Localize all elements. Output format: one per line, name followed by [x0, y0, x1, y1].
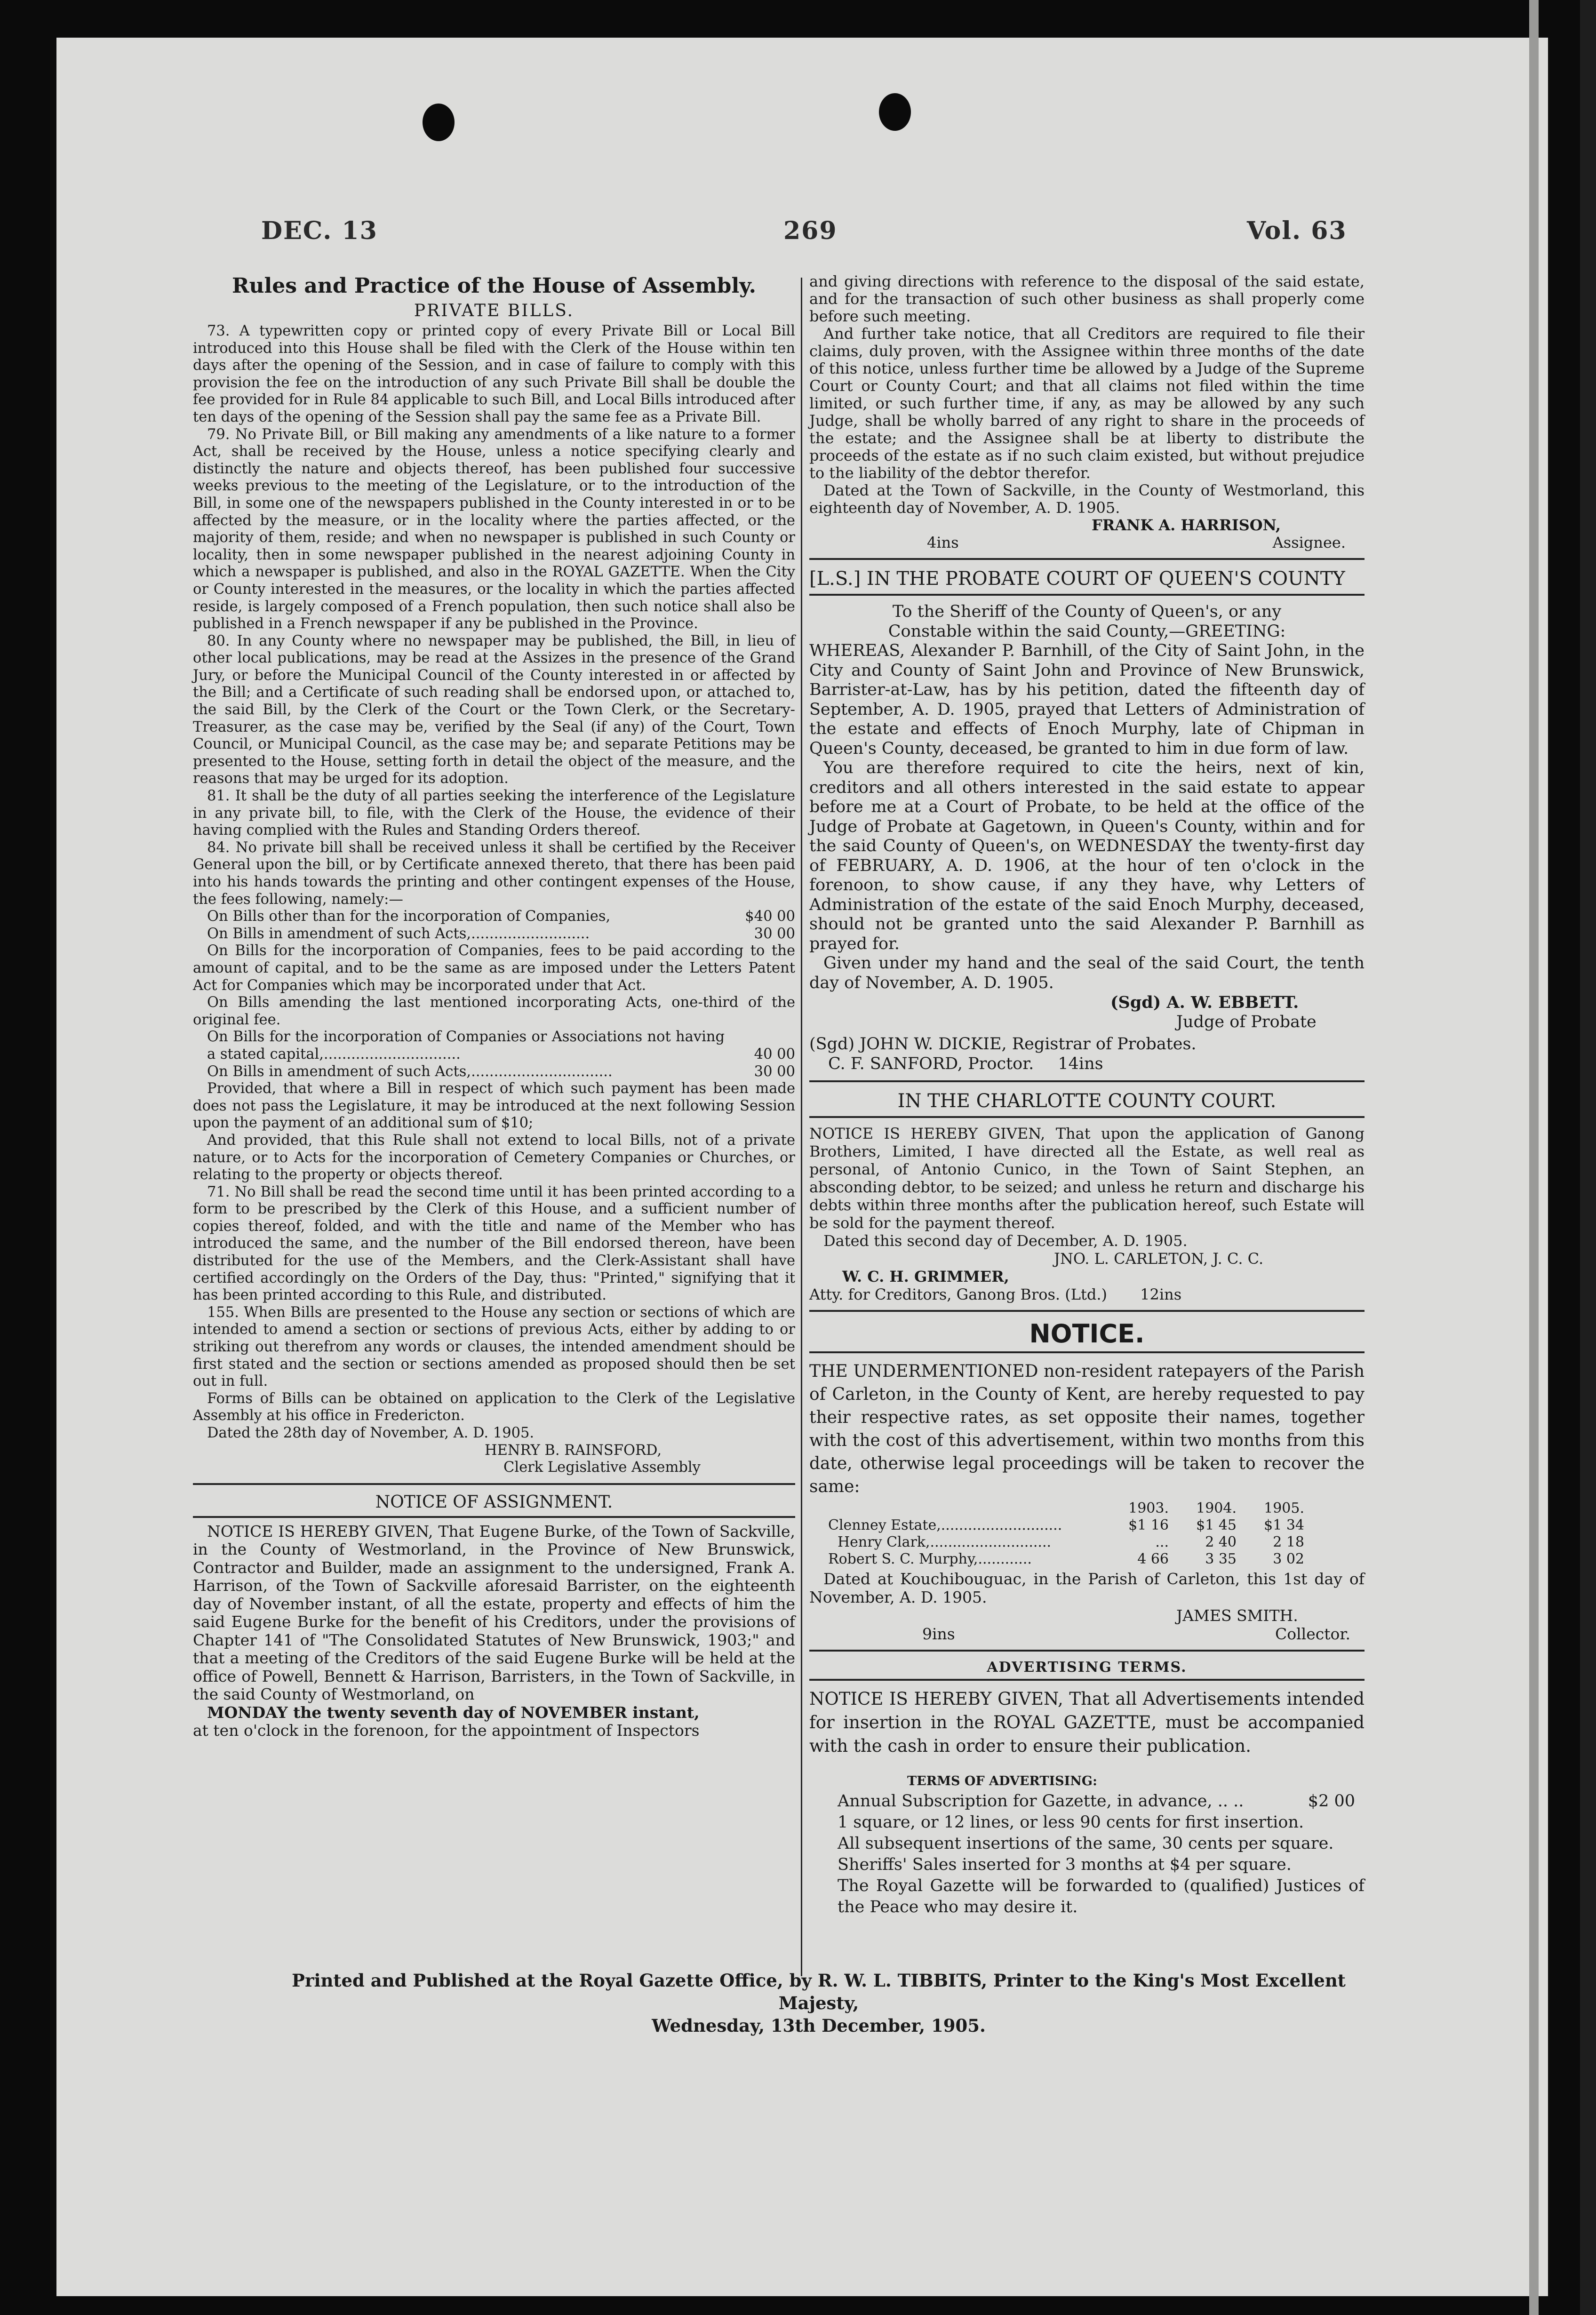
notice-signature: JAMES SMITH. [1176, 1606, 1298, 1625]
rule-81: 81. It shall be the duty of all parties seeking the interference of the Legislature in any private bill, to file, with the Clerk of the House, the evidence of their having complied with the Rules and Standing Orders thereof. [193, 788, 795, 839]
charlotte-attorney-row [809, 1285, 1365, 1303]
probate-proctor-row [809, 1054, 1365, 1074]
term-amount: $2 00 [1308, 1792, 1355, 1811]
footer-date: Wednesday, 13th December, 1905. [652, 2015, 986, 2036]
assignment-time: at ten o'clock in the forenoon, for the appointment of Inspectors [193, 1721, 700, 1740]
probate-registrar: (Sgd) JOHN W. DICKIE, Registrar of Probates. [809, 1035, 1197, 1054]
header-page-number: 269 [783, 216, 838, 245]
insertions-count: 12ins [1140, 1285, 1182, 1303]
assignment-footer [809, 534, 1365, 551]
term-item: All subsequent insertions of the same, 30 cents per square. [838, 1834, 1334, 1853]
divider [809, 1080, 1365, 1082]
divider [809, 1650, 1365, 1652]
rules-signature-title: Clerk Legislative Assembly [503, 1459, 701, 1476]
probate-addressee: To the Sheriff of the County of Queen's, or any Constable within the said County,—GREETING: [888, 602, 1286, 641]
fee-amending: On Bills amending the last mentioned incorporating Acts, one-third of the original fee. [193, 994, 795, 1028]
probate-proctor: C. F. SANFORD, Proctor. [828, 1054, 1034, 1073]
rule-84: 84. No private bill shall be received unless it shall be certified by the Receiver General upon the bill, or by Certificate annexed thereto, that there has been paid into his hands towards the printing and other contingent expenses of the House, the fees following, namely:— [193, 839, 795, 908]
fee-label: On Bills for the incorporation of Companies or Associations not having a stated capital,.............................. [207, 1029, 725, 1062]
punch-hole-left [423, 104, 455, 141]
assignment-dated: Dated at the Town of Sackville, in the County of Westmorland, this eighteenth day of November, A. D. 1905. [809, 481, 1365, 517]
column-divider [801, 278, 802, 1976]
assignment-text: NOTICE IS HEREBY GIVEN, That Eugene Burke, of the Town of Sackville, in the County of Westmorland, in the Province of New Brunswick, Contractor and Builder, made an assignment to the undersigned, Frank A. Harrison, of the Town of Sackville aforesaid Barrister, on the eighteenth day of November instant, of all the estate, property and effects of him the said Eugene Burke for the benefit of his Creditors, under the provisions of Chapter 141 of "The Consolidated Statutes of New Brunswick, 1903;" and that a meeting of the Creditors of the said Eugene Burke will be held at the office of Powell, Bennett & Harrison, Barristers, in the Town of Sackville, in the said County of Westmorland, on [193, 1522, 795, 1704]
rate-value: 2 40 [1205, 1534, 1237, 1550]
fee-amount: 30 00 [754, 1063, 795, 1080]
assignment-claims: And further take notice, that all Creditors are required to file their claims, duly proven, with the Assignee within three months of the date of this notice, unless further time be allowed by a Judge of the Supreme Court or County Court; and that all claims not filed within the time limited, or such further time, if any, as may be allowed by any such Judge, shall be wholly barred of any right to share in the proceeds of the estate; and the Assignee shall be at liberty to distribute the proceeds of the estate as if no such claim existed, but without prejudice to the liability of the debtor therefor. [809, 325, 1365, 482]
fee-amount: 30 00 [754, 925, 795, 942]
divider [809, 1679, 1365, 1681]
advertising-title: ADVERTISING TERMS. [987, 1659, 1187, 1676]
probate-title: [L.S.] IN THE PROBATE COURT OF QUEEN'S COUNTY [809, 568, 1345, 590]
assignee-label: Assignee. [1272, 534, 1346, 551]
charlotte-attorney-for: Atty. for Creditors, Ganong Bros. (Ltd.) [809, 1285, 1107, 1303]
probate-citation: You are therefore required to cite the heirs, next of kin, creditors and all others interested in the said estate to appear before me at a Court of Probate, to be held at the office of the Judge of Probate at Gagetown, in Queen's County, within and for the said County of Queen's, on WEDNESDAY the twenty-first day of FEBRUARY, A. D. 1906, at the hour of ten o'clock in the forenoon, to show cause, if any they have, why Letters of Administration of the estate of the said Enoch Murphy, deceased, should not be granted unto the said Alexander P. Barnhill as prayed for. [809, 758, 1365, 953]
rate-value: $1 45 [1196, 1517, 1237, 1533]
assignment-meeting: MONDAY the twenty seventh day of NOVEMBER instant, [207, 1703, 700, 1722]
divider [809, 1310, 1365, 1312]
notice-title: NOTICE. [1029, 1319, 1145, 1349]
term-row [809, 1791, 1365, 1812]
term-item: Sheriffs' Sales inserted for 3 months at $4 per square. [838, 1855, 1292, 1874]
private-bills-heading: PRIVATE BILLS. [414, 301, 575, 320]
fee-amount: 40 00 [754, 1046, 795, 1062]
rate-value: ... [1155, 1534, 1169, 1550]
rate-value: $1 16 [1128, 1517, 1169, 1533]
probate-whereas: WHEREAS, Alexander P. Barnhill, of the City of Saint John, in the City and County of Saint John and Province of New Brunswick, Barrister-at-Law, has by his petition, dated the fifteenth day of September, A. D. 1905, prayed that Letters of Administration of the estate and effects of Enoch Murphy, late of Chipman in Queen's County, deceased, be granted to him in due form of law. [809, 641, 1365, 758]
year-header: 1904. [1196, 1500, 1237, 1517]
rule-155: 155. When Bills are presented to the House any section or sections of which are intended to amend a section or sections of previous Acts, either by adding to or striking out therefrom any words or clauses, the intended amendment should be first stated and the section or sections amended as proposed should then be set out in full. [193, 1304, 795, 1390]
rates-table [819, 1500, 1311, 1568]
charlotte-signature: JNO. L. CARLETON, J. C. C. [1054, 1250, 1264, 1268]
rule-71: 71. No Bill shall be read the second time until it has been printed according to a form to be prescribed by the Clerk of this House, and a sufficient number of copies thereof, folded, and with the title and name of the Member who has introduced the same, and the number of the Bill endorsed thereon, have been distributed for the use of the Members, and the Clerk-Assistant shall have certified accordingly on the Orders of the Day, thus: "Printed," signifying that it has been printed according to this Rule, and distributed. [193, 1183, 795, 1304]
rates-header-row [819, 1500, 1311, 1517]
rule-80: 80. In any County where no newspaper may be published, the Bill, in lieu of other local publications, may be read at the Assizes in the presence of the Grand Jury, or before the Municipal Council of the County interested in or affected by the Bill; and a Certificate of such reading shall be endorsed upon, or attached to, the said Bill, by the Clerk of the Court or the Town Clerk, or the Secretary-Treasurer, as the case may be, verified by the Seal (if any) of the Court, Town Council, or Municipal Council, as the case may be; and separate Petitions may be presented to the House, setting forth in detail the object of the measure, and the reasons that may be urged for its adoption. [193, 632, 795, 787]
divider [809, 1116, 1365, 1118]
rate-value: $1 34 [1264, 1517, 1304, 1533]
fee-label: On Bills in amendment of such Acts,............................... [207, 1063, 613, 1080]
rule-79: 79. No Private Bill, or Bill making any amendments of a like nature to a former Act, shall be received by the House, unless a notice specifying clearly and distinctly the nature and objects thereof, has been published four successive weeks previous to the meeting of the Legislature, or to the introduction of the Bill, in some one of the newspapers published in the County interested in or to be affected by the measure, or in the locality where the parties affected, or the majority of them, reside; and when no newspaper is published in such County or locality, then in some newspaper published in the nearest adjoining County in which a newspaper is published, and also in the ROYAL GAZETTE. When the City or County interested in the measures, or the locality in which the parties affected reside, is largely composed of a French population, then such notice shall also be published in a French newspaper if any be published in the Province. [193, 426, 795, 632]
collector-label: Collector. [1275, 1625, 1350, 1643]
rule-73: 73. A typewritten copy or printed copy of every Private Bill or Local Bill introduced into this House shall be filed with the Clerk of the House within ten days after the opening of the Session, and in case of failure to comply with this provision the fee on the introduction of any such Private Bill shall be double the fee provided for in Rule 84 applicable to such Bill, and Local Bills introduced after ten days of the opening of the Session shall pay the same fee as a Private Bill. [193, 323, 795, 425]
rates-row [819, 1551, 1311, 1568]
charlotte-dated: Dated this second day of December, A. D. 1905. [823, 1232, 1188, 1250]
year-header: 1903. [1128, 1500, 1169, 1517]
assignment-signature: FRANK A. HARRISON, [1092, 516, 1281, 534]
ratepayer-name: Robert S. C. Murphy,............ [828, 1551, 1032, 1567]
proviso-2: And provided, that this Rule shall not extend to local Bills, not of a private nature, or to Acts for the incorporation of Cemetery Companies or Churches, or relating to the property or objects thereof. [193, 1132, 795, 1183]
proviso-1: Provided, that where a Bill in respect of which such payment has been made does not pass the Legislature, it may be introduced at the next following Session upon the payment of an additional sum of $10; [193, 1080, 795, 1132]
right-column [809, 273, 1365, 1918]
assignment-continued: and giving directions with reference to the disposal of the said estate, and for the transaction of such other business as shall properly come before such meeting. [809, 272, 1365, 325]
charlotte-title: IN THE CHARLOTTE COUNTY COURT. [897, 1090, 1277, 1112]
notice-dated: Dated at Kouchibouguac, in the Parish of Carleton, this 1st day of November, A. D. 1905. [809, 1570, 1365, 1606]
charlotte-text: NOTICE IS HEREBY GIVEN, That upon the application of Ganong Brothers, Limited, I have directed all the Estate, as well real as personal, of Antonio Cunico, in the Town of Saint Stephen, an absconding debtor, to be seized; and unless he return and discharge his debts within three months after the publication hereof, such Estate will be sold for the payment thereof. [809, 1125, 1365, 1232]
rules-dated: Dated the 28th day of November, A. D. 1905. [207, 1425, 535, 1441]
charlotte-attorney: W. C. H. GRIMMER, [842, 1268, 1009, 1285]
probate-judge: Judge of Probate [1176, 1012, 1317, 1031]
probate-signature: (Sgd) A. W. EBBETT. [1110, 993, 1299, 1012]
header-date: DEC. 13 [261, 216, 378, 245]
insertions-count: 4ins [927, 534, 959, 551]
divider [809, 558, 1365, 560]
fee-row [193, 1063, 795, 1081]
fee-row [193, 908, 795, 926]
fee-amount: $40 00 [745, 908, 795, 925]
rules-signature: HENRY B. RAINSFORD, [485, 1442, 662, 1459]
rules-title: Rules and Practice of the House of Assembly. [231, 274, 756, 298]
fee-row [193, 926, 795, 943]
header-volume: Vol. 63 [1247, 216, 1347, 245]
fee-companies: On Bills for the incorporation of Companies, fees to be paid according to the amount of capital, and to be the same as are imposed under the Letters Patent Act for Companies which may be incorporated under that Act. [193, 942, 795, 994]
term-item: The Royal Gazette will be forwarded to (qualified) Justices of the Peace who may desire it. [838, 1876, 1365, 1916]
divider [193, 1516, 795, 1518]
probate-given: Given under my hand and the seal of the said Court, the tenth day of November, A. D. 1905. [809, 954, 1365, 992]
assignment-title: NOTICE OF ASSIGNMENT. [375, 1492, 613, 1512]
notice-text: THE UNDERMENTIONED non-resident ratepayers of the Parish of Carleton, in the County of Kent, are hereby requested to pay their respective rates, as set opposite their names, together with the cost of this advertisement, within two months from this date, otherwise legal proceedings will be taken to recover the same: [809, 1362, 1365, 1496]
rate-value: 4 66 [1137, 1551, 1169, 1567]
page-footer [263, 1969, 1374, 2037]
term-item: 1 square, or 12 lines, or less 90 cents for first insertion. [838, 1813, 1304, 1832]
divider [193, 1483, 795, 1485]
fee-label: On Bills other than for the incorporation of Companies, [207, 908, 611, 925]
page-edge-shadow [1529, 0, 1539, 2315]
ratepayer-name: Henry Clark,........................... [838, 1534, 1052, 1550]
rates-row [819, 1517, 1311, 1534]
term-label: Annual Subscription for Gazette, in advance, .. .. [838, 1792, 1244, 1811]
insertions-count: 14ins [1058, 1054, 1103, 1073]
punch-hole-right [879, 93, 911, 131]
fee-label: On Bills in amendment of such Acts,.......................... [207, 925, 590, 942]
fee-row [193, 1029, 795, 1063]
year-header: 1905. [1264, 1500, 1304, 1517]
rate-value: 3 02 [1273, 1551, 1304, 1567]
rate-value: 3 35 [1205, 1551, 1237, 1567]
left-column [193, 273, 795, 1740]
footer-printer: Printed and Published at the Royal Gazette Office, by R. W. L. TIBBITS, Printer to the King's Most Excellent Majesty, [292, 1970, 1346, 2013]
advertising-text: NOTICE IS HEREBY GIVEN, That all Advertisements intended for insertion in the ROYAL GAZETTE, must be accompanied with the cash in order to ensure their publication. [809, 1689, 1365, 1756]
divider [809, 594, 1365, 596]
divider [809, 1351, 1365, 1353]
insertions-count: 9ins [922, 1625, 955, 1643]
terms-label: TERMS OF ADVERTISING: [907, 1774, 1097, 1788]
notice-footer [809, 1625, 1365, 1643]
forms-note: Forms of Bills can be obtained on application to the Clerk of the Legislative Assembly at his office in Fredericton. [193, 1390, 795, 1424]
rate-value: 2 18 [1273, 1534, 1304, 1550]
page-edge [1580, 0, 1596, 2315]
ratepayer-name: Clenney Estate,........................... [828, 1517, 1062, 1533]
rates-row [819, 1534, 1311, 1551]
